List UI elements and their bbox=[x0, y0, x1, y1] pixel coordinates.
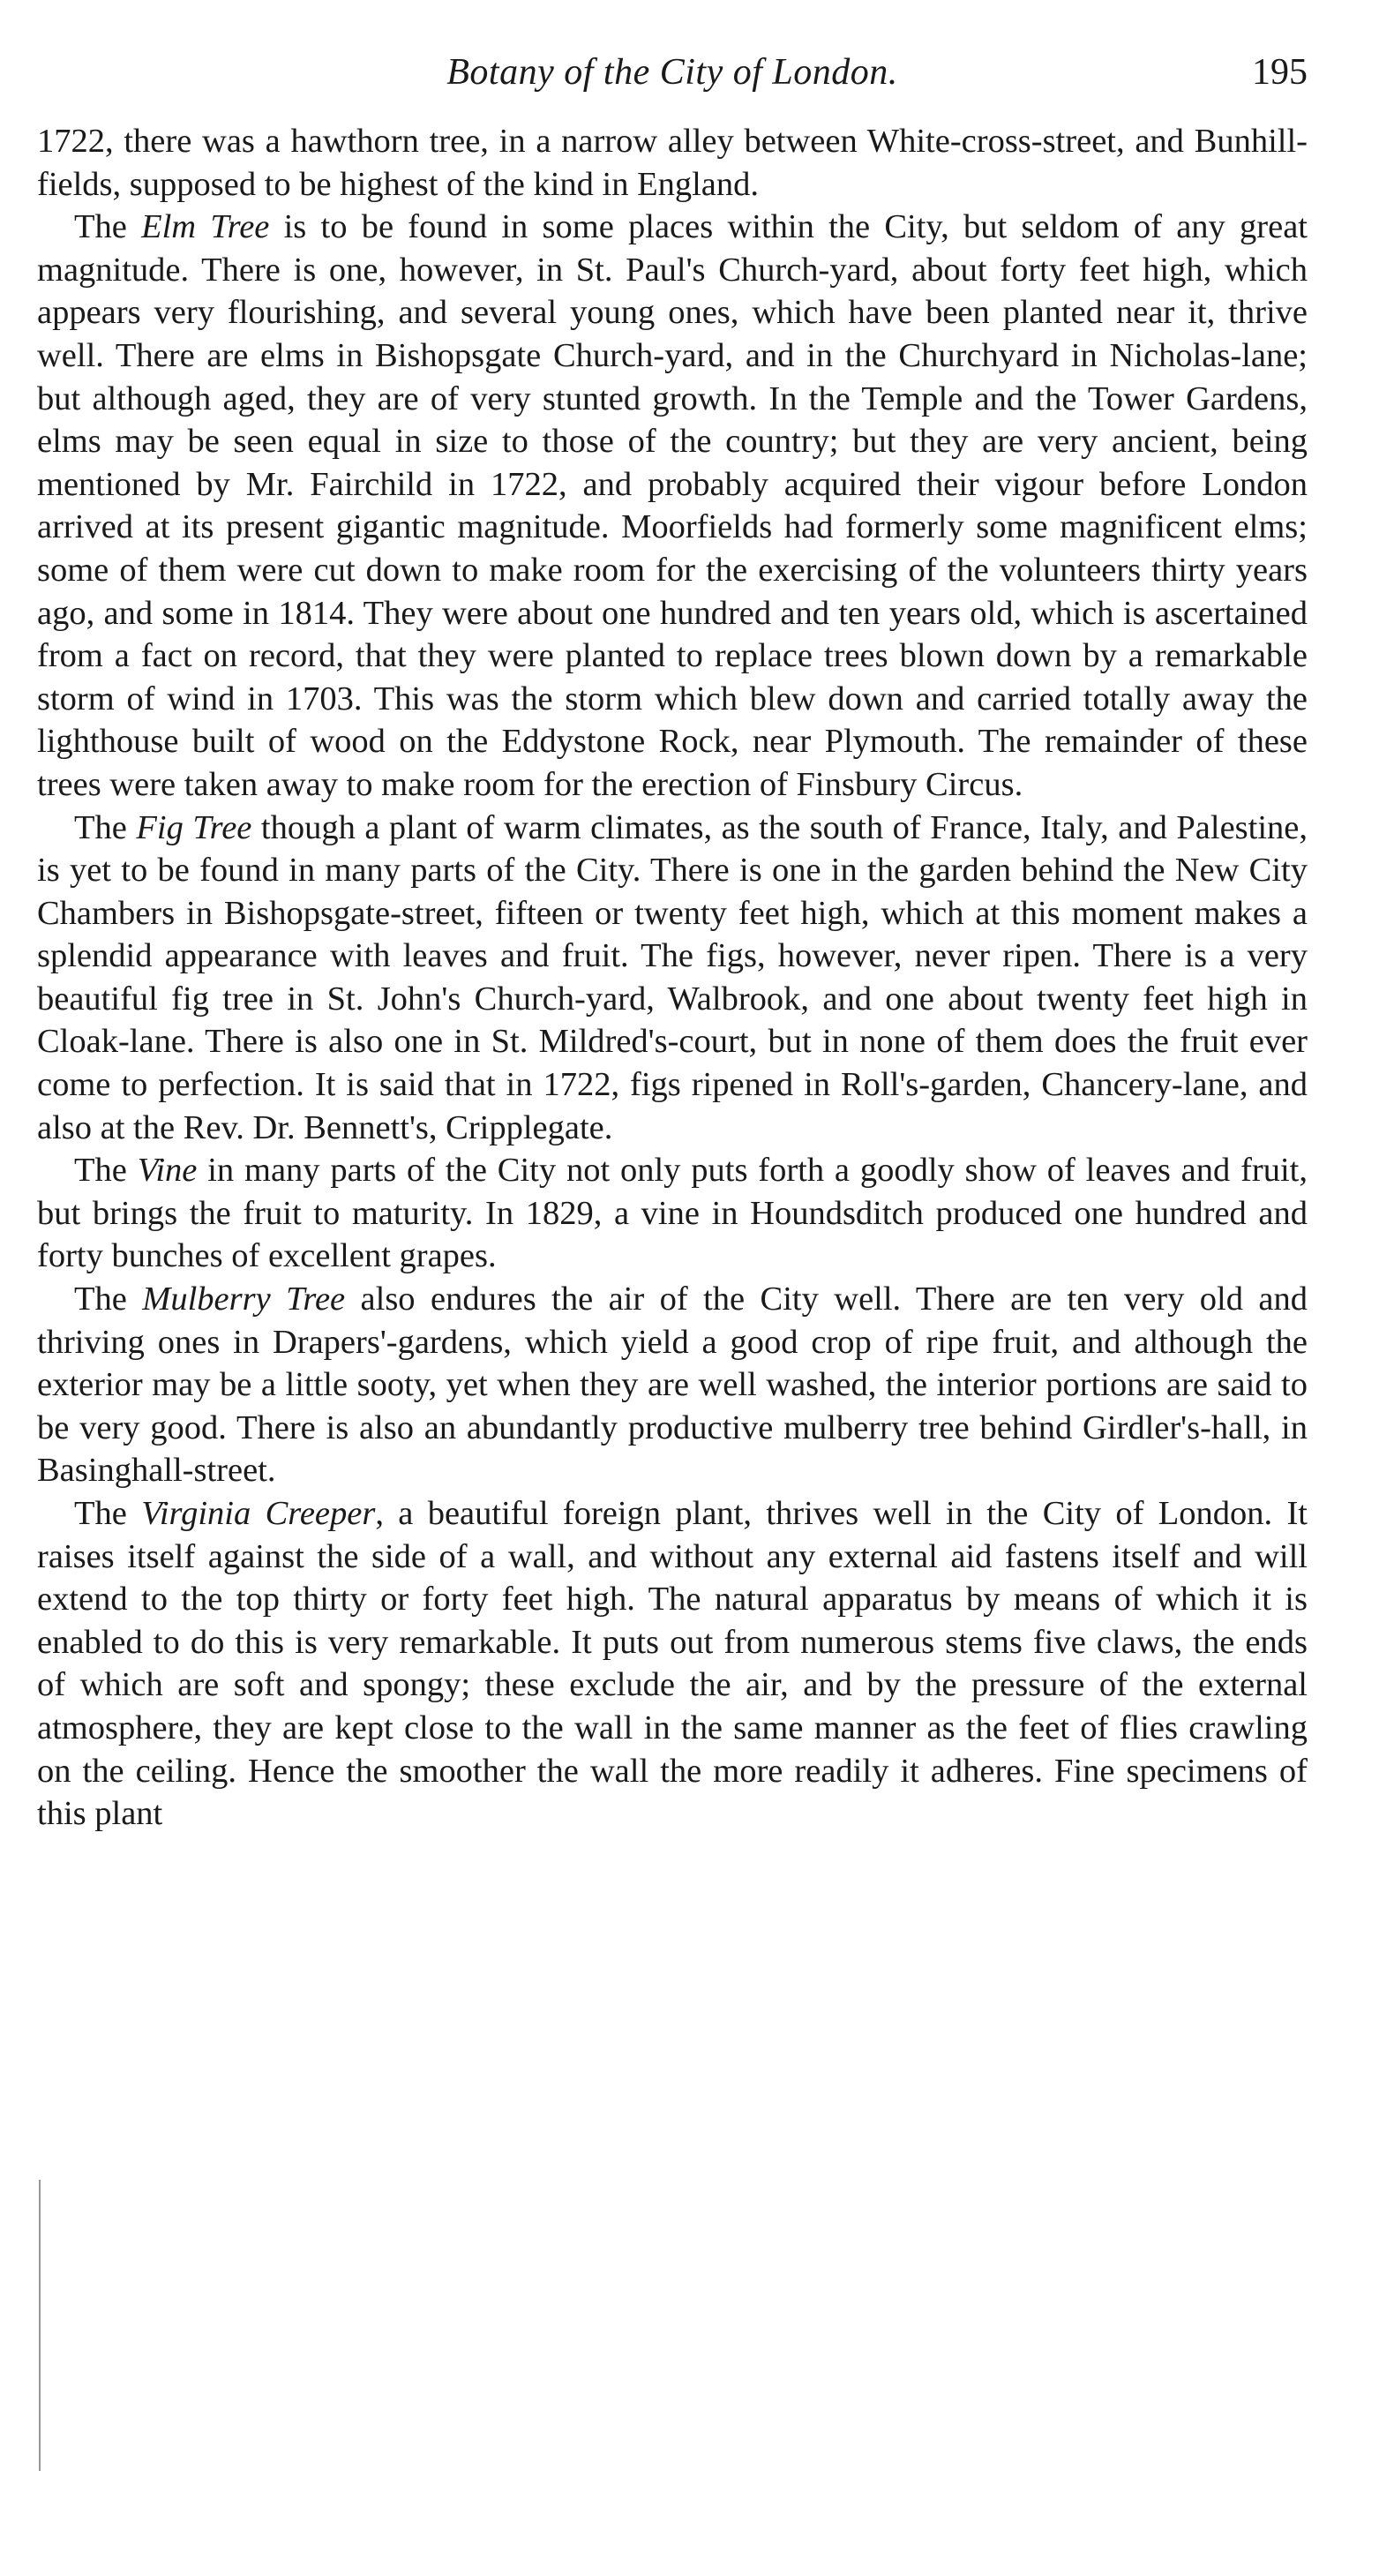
book-page bbox=[37, 51, 1308, 1836]
running-head bbox=[37, 51, 1308, 113]
paragraph-text: in many parts of the City not only puts forth a goodly show of leaves and fruit, but brings the fruit to maturity. In 1829, a vine in Houndsditch produced one hundred and forty bunches of excellent grapes. bbox=[37, 1152, 1308, 1275]
page-number: 195 bbox=[1252, 52, 1308, 93]
running-title: Botany of the City of London. bbox=[446, 52, 898, 93]
body-text bbox=[37, 120, 1308, 1836]
paragraph bbox=[37, 807, 1308, 1150]
paragraph-text: The bbox=[74, 1495, 142, 1532]
paragraph-text: is to be found in some places within the City, but seldom of any great magnitude. There is one, however, in St. Paul's Church-yard, about forty feet high, which appears very flourishing, and several young ones, which have been planted near it, thrive well. There are elms in Bishopsgate Church-yard, and in the Churchyard in Nicholas-lane; but although aged, they are of very stunted growth. In the Temple and the Tower Gardens, elms may be seen equal in size to those of the country; but they are very ancient, being mentioned by Mr. Fairchild in 1722, and probably acquired their vigour before London arrived at its present gigantic magnitude. Moorfields had formerly some magnificent elms; some of them were cut down to make room for the exercising of the volunteers thirty years ago, and some in 1814. They were about one hundred and ten years old, which is ascertained from a fact on record, that they were planted to replace trees blown down by a remarkable storm of wind in 1703. This was the storm which blew down and carried totally away the lighthouse built of wood on the Eddystone Rock, near Plymouth. The remainder of these trees were taken away to make room for the erection of Finsbury Circus. bbox=[37, 208, 1308, 803]
paragraph-text: though a plant of warm climates, as the south of France, Italy, and Palestine, is yet to be found in many parts of the City. There is one in the garden behind the New City Chambers in Bishopsgate-street, fifteen or twenty feet high, which at this moment makes a splendid appearance with leaves and fruit. The figs, however, never ripen. There is a very beautiful fig tree in St. John's Church-yard, Walbrook, and one about twenty feet high in Cloak-lane. There is also one in St. Mildred's-court, but in none of them does the fruit ever come to perfection. It is said that in 1722, figs ripened in Roll's-garden, Chancery-lane, and also at the Rev. Dr. Bennett's, Cripplegate. bbox=[37, 808, 1308, 1146]
paragraph bbox=[37, 1492, 1308, 1836]
paragraph-text: The bbox=[74, 808, 137, 846]
paragraph bbox=[37, 206, 1308, 806]
paragraph bbox=[37, 1278, 1308, 1492]
paragraph-text: also endures the air of the City well. There are ten very old and thriving ones in Drapers'-gardens, which yield a good crop of ripe fruit, and although the exterior may be a little sooty, yet when they are well washed, the interior portions are said to be very good. There is also an abundantly productive mulberry tree behind Girdler's-hall, in Basinghall-street. bbox=[37, 1280, 1308, 1490]
paragraph-text: 1722, there was a hawthorn tree, in a narrow alley between White-cross-street, and Bunhill-fields, supposed to be highest of the kind in England. bbox=[37, 123, 1308, 203]
paragraph-text: The bbox=[74, 208, 142, 246]
plant-name: Vine bbox=[137, 1152, 198, 1190]
margin-rule bbox=[39, 2180, 41, 2471]
paragraph-text: The bbox=[74, 1280, 143, 1318]
paragraph bbox=[37, 1149, 1308, 1278]
paragraph-text: , a beautiful foreign plant, thrives well in the City of London. It raises itself against the side of a wall, and without any external aid fastens itself and will extend to the top thirty or forty feet high. The natural apparatus by means of which it is enabled to do this is very remarkable. It puts out from numerous stems five claws, the ends of which are soft and spongy; these exclude the air, and by the pressure of the external atmosphere, they are kept close to the wall in the same manner as the feet of flies crawling on the ceiling. Hence the smoother the wall the more readily it adheres. Fine specimens of this plant bbox=[37, 1495, 1308, 1833]
plant-name: Fig Tree bbox=[136, 808, 252, 846]
plant-name: Mulberry Tree bbox=[142, 1280, 346, 1318]
paragraph-text: The bbox=[74, 1152, 138, 1190]
plant-name: Virginia Creeper bbox=[141, 1495, 376, 1532]
paragraph bbox=[37, 120, 1308, 206]
plant-name: Elm Tree bbox=[141, 208, 270, 246]
